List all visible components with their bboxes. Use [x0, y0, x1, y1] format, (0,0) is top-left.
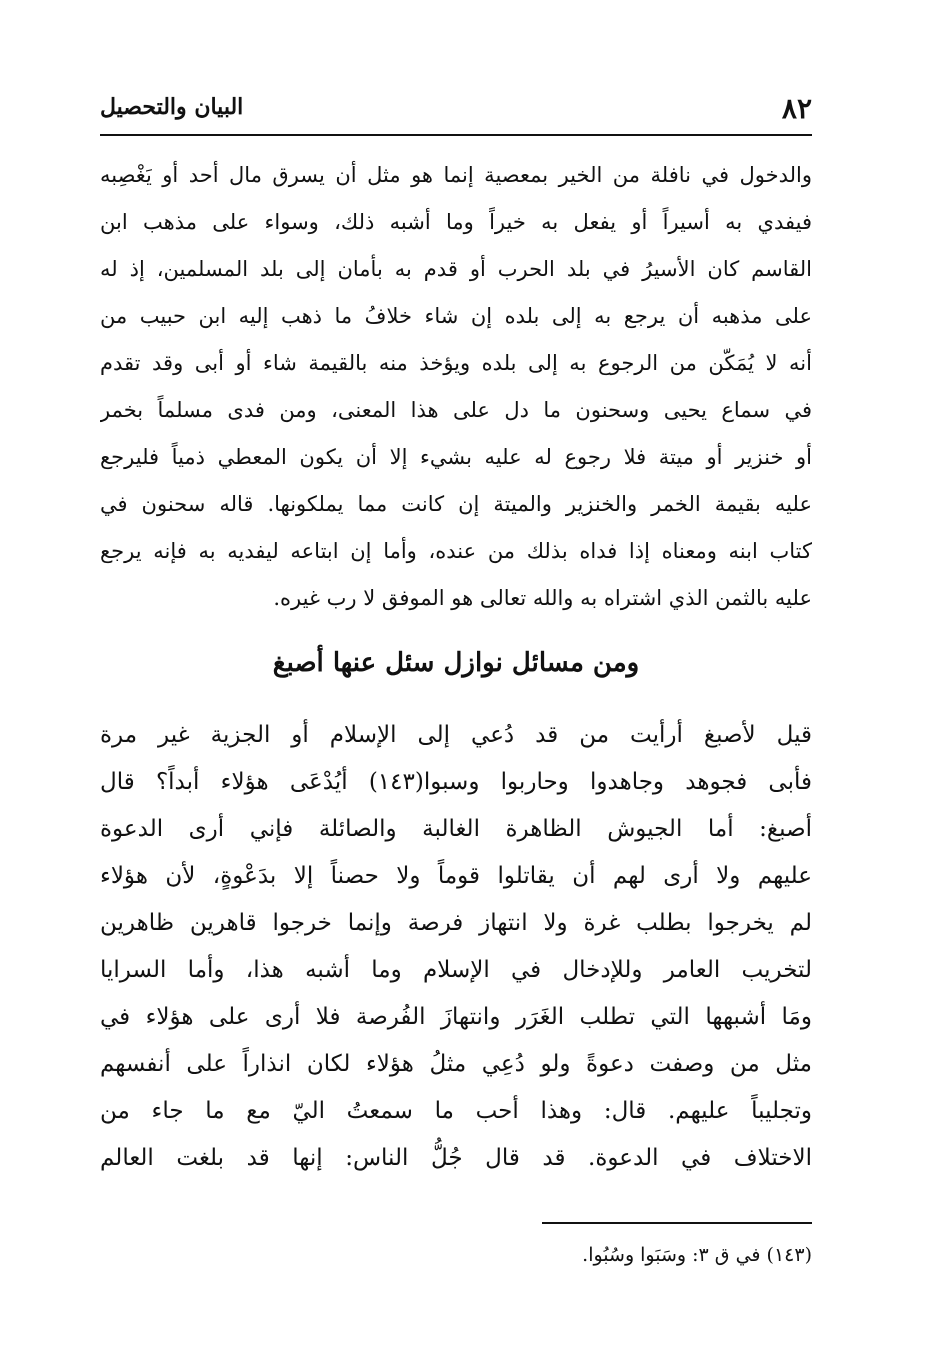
- footnote-rule: [542, 1222, 812, 1224]
- text-line: أو خنزير أو ميتة فلا رجوع له عليه بشيء إلا أن يكون المعطي ذمياً فليرجع: [100, 445, 812, 469]
- header-rule: [100, 134, 812, 136]
- page-header: [100, 92, 812, 132]
- text-line: كتاب ابنه ومعناه إذا فداه بذلك من عنده، وأما إن ابتاعه ليفديه به فإنه يرجع: [100, 539, 812, 563]
- text-line: في سماع يحيى وسحنون ما دل على هذا المعنى، ومن فدى مسلماً بخمر: [100, 398, 812, 422]
- text-line: على مذهبه أن يرجع به إلى بلده إن شاء خلافُ ما ذهب إليه ابن حبيب من: [100, 304, 812, 328]
- text-line: الاختلاف في الدعوة. قد قال جُلُّ الناس: إنها قد بلغت العالم: [100, 1145, 812, 1171]
- text-line: فيفدي به أسيراً أو يفعل به خيراً وما أشبه ذلك، وسواء على مذهب ابن: [100, 210, 812, 234]
- page-number: ٨٢: [781, 92, 812, 125]
- section-heading: ومن مسائل نوازل سئل عنها أصبغ: [272, 648, 640, 678]
- text-line: فأبى فجوهد وجاهدوا وحاربوا وسبوا(١٤٣) أيُدْعَى هؤلاء أبداً؟ قال: [100, 769, 812, 795]
- text-line: مثل من وصفت دعوةً ولو دُعِي مثلُ هؤلاء لكان انذاراً على أنفسهم: [100, 1051, 812, 1077]
- text-line: عليه بقيمة الخمر والخنزير والميتة إن كانت مما يملكونها. قاله سحنون في: [100, 492, 812, 516]
- text-line: ومَا أشبهها التي تطلب الغَرَر وانتهازَ الفُرصة فلا أرى على هؤلاء في: [100, 1004, 812, 1030]
- text-line: وتجليباً عليهم. قال: وهذا أحب ما سمعتُ اليّ مع ما جاء من: [100, 1098, 812, 1124]
- text-line: أصبغ: أما الجيوش الظاهرة الغالبة والصائلة فإني أرى الدعوة: [100, 816, 812, 842]
- text-line: القاسم كان الأسيرُ في بلد الحرب أو قدم به بأمان إلى بلد المسلمين، إذ له: [100, 257, 812, 281]
- text-line: قيل لأصبغ أرأيت من قد دُعي إلى الإسلام أو الجزية غير مرة: [100, 722, 812, 748]
- text-line: لتخريب العامر وللإدخال في الإسلام وما أشبه هذا، وأما السرايا: [100, 957, 812, 983]
- text-line: أنه لا يُمَكّن من الرجوع به إلى بلده ويؤخذ منه بالقيمة شاء أو أبى وقد تقدم: [100, 351, 812, 375]
- paragraph-1: [100, 152, 812, 622]
- text-line: لم يخرجوا بطلب غرة ولا انتهاز فرصة وإنما خرجوا قاهرين ظاهرين: [100, 910, 812, 936]
- running-title: البيان والتحصيل: [100, 94, 244, 120]
- text-line: والدخول في نافلة من الخير بمعصية إنما هو مثل أن يسرق مال أحد أو يَغْصِبه: [100, 163, 812, 187]
- footnote: (١٤٣) في ق ٣: وسَبَوا وسُبُوا.: [582, 1244, 812, 1266]
- text-line: عليه بالثمن الذي اشتراه به والله تعالى هو الموفق لا رب غيره.: [273, 586, 812, 610]
- text-line: عليهم ولا أرى لهم أن يقاتلوا قوماً ولا حصناً إلا بدَعْوةٍ، لأن هؤلاء: [100, 863, 812, 889]
- paragraph-2: [100, 712, 812, 1182]
